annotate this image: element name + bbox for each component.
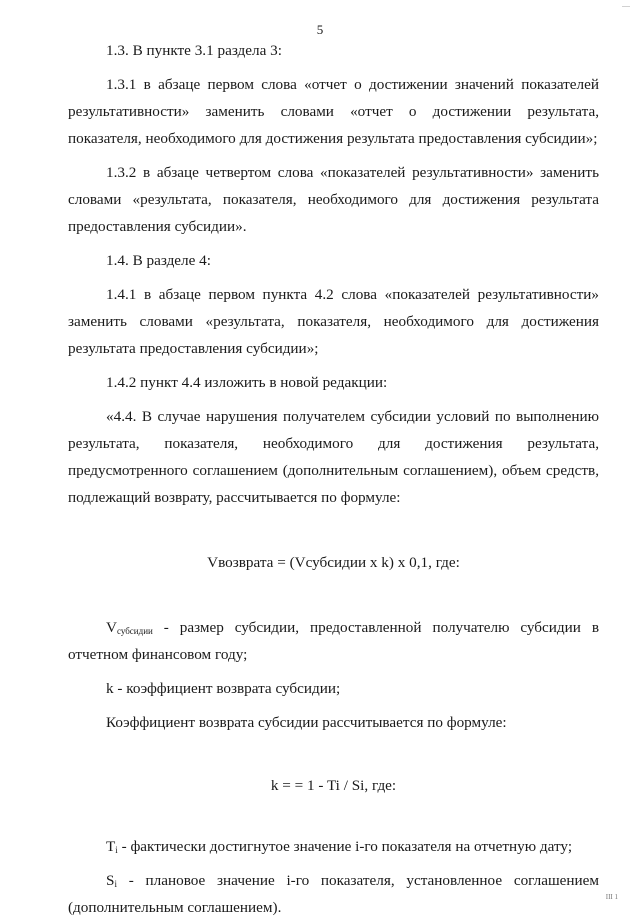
symbol-t: T	[106, 838, 116, 855]
symbol-v: V	[106, 619, 117, 636]
definition-s-text: - плановое значение i-го показателя, установленное соглашением (дополнительным соглашением).	[68, 872, 599, 916]
document-body	[68, 37, 599, 921]
definition-k: k - коэффициент возврата субсидии;	[106, 680, 341, 697]
subscript-t: i	[115, 845, 118, 855]
refund-formula: Vвозврата = (Vсубсидии x k) x 0,1, где:	[207, 554, 460, 571]
paragraph-1-4-2: 1.4.2 пункт 4.4 изложить в новой редакции:	[106, 374, 388, 391]
paragraph-1-3-1: 1.3.1 в абзаце первом слова «отчет о достижении значений показателей результативности» заменить словами «отчет о достижении результата, показателя, необходимого для достижения результата предоставления субсидии»;	[68, 76, 599, 147]
definition-t-text: - фактически достигнутое значение i-го показателя на отчетную дату;	[117, 838, 573, 855]
definition-t	[68, 833, 599, 860]
paragraph-1-4-1: 1.4.1 в абзаце первом пункта 4.2 слова «показателей результативности» заменить словами «результата, показателя, необходимого для достижения результата предоставления субсидии»;	[68, 286, 599, 357]
coefficient-formula: k = = 1 - Ti / Si, где:	[270, 777, 397, 794]
coefficient-intro: Коэффициент возврата субсидии рассчитывается по формуле:	[106, 714, 507, 731]
paragraph-1-3-2: 1.3.2 в абзаце четвертом слова «показателей результативности» заменить словами «результата, показателя, необходимого для достижения результата предоставления субсидии».	[68, 164, 599, 235]
definition-v-text: - размер субсидии, предоставленной получателю субсидии в отчетном финансовом году;	[68, 619, 599, 663]
definition-v-subsidy	[68, 614, 599, 668]
subscript-subsidy: субсидии	[116, 626, 153, 636]
page-number: 5	[316, 22, 324, 37]
paragraph-1-3: 1.3. В пункте 3.1 раздела 3:	[106, 42, 282, 59]
symbol-s: S	[106, 872, 115, 889]
paragraph-4-4: «4.4. В случае нарушения получателем субсидии условий по выполнению результата, показателя, необходимого для достижения результата, предусмотренного соглашением (дополнительным соглашением), объем средств, подлежащий возврату, рассчитывается по формуле:	[68, 408, 599, 506]
footer-mark: III 1	[605, 893, 618, 901]
subscript-s: i	[114, 879, 117, 889]
corner-mark: ....	[622, 0, 630, 9]
definition-s	[68, 867, 599, 921]
paragraph-1-4: 1.4. В разделе 4:	[106, 252, 211, 269]
